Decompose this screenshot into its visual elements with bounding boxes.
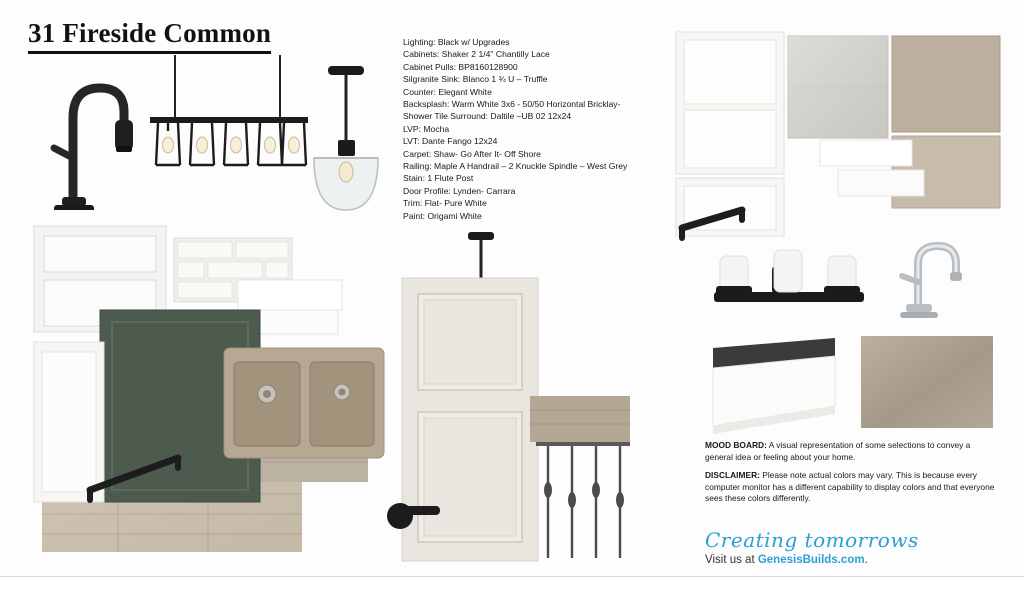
spec-item: Trim: Flat- Pure White [403, 198, 487, 209]
countertop-carpet-group [705, 330, 1000, 430]
spec-item: Lighting: Black w/ Upgrades [403, 37, 510, 47]
pendant-light-image [300, 60, 396, 210]
spec-item: LVP: Mocha [403, 123, 450, 134]
moodboard-note [705, 440, 1000, 463]
wood-tread-image [530, 396, 630, 442]
disclaimer-block [705, 440, 1000, 512]
spec-item: Carpet: Shaw- Go After It- Off Shore [403, 148, 541, 159]
bottom-border [0, 576, 1024, 591]
interior-door-image [402, 278, 538, 561]
period: . [864, 554, 868, 566]
shower-tile-image [788, 36, 888, 138]
railing-image [536, 444, 630, 558]
countertop-image [713, 338, 835, 434]
vanity-light-image [714, 250, 864, 302]
spec-item: Paint: Origami White [403, 210, 482, 221]
carpet-image [861, 336, 993, 428]
spec-item: Shower Tile Surround: Daltile –UB 02 12x24 [403, 111, 572, 122]
spec-item: LVT: Dante Fango 12x24 [403, 136, 498, 147]
vanity-and-faucet-group [700, 230, 1000, 320]
disclaimer-note [705, 470, 1000, 505]
brand-logo [705, 528, 1005, 573]
door-and-railing-group [380, 228, 630, 558]
disclaimer-label: DISCLAIMER: [705, 470, 760, 481]
kitchen-collage [28, 222, 396, 555]
logo-script-text: Creating tomorrows [705, 528, 919, 552]
spec-item: Door Profile: Lynden- Carrara [403, 185, 516, 196]
cabinet-and-tile-group [670, 28, 1000, 258]
sink-image [224, 348, 384, 458]
disclaimer-text: Please note actual colors may vary. This is because every computer monitor has a different capability to display colors and that everyone sees these colors differently. [705, 470, 995, 504]
countertop-swatch [238, 280, 342, 310]
spec-item: Backsplash: Warm White 3x6 - 50/50 Horizontal Bricklay- [403, 99, 621, 110]
paint-swatch [838, 170, 924, 196]
trim-swatch [820, 140, 912, 166]
moodboard-label: MOOD BOARD: [705, 440, 767, 450]
spec-item: Cabinets: Shaker 2 1/4" Chantilly Lace [403, 49, 550, 60]
spec-item: Cabinet Pulls: BP8160128900 [403, 61, 518, 72]
visit-prefix: Visit us at [705, 554, 758, 566]
spec-item: Silgranite Sink: Blanco 1 ¾ U – Truffle [403, 74, 548, 85]
bath-faucet-image [900, 246, 962, 318]
specification-list [403, 36, 628, 222]
spec-item: Railing: Maple A Handrail – 2 Knuckle Spindle – West Grey Stain: 1 Flute Post [403, 161, 628, 184]
page-title: 31 Fireside Common [28, 18, 271, 54]
upper-cabinets-image [676, 32, 784, 236]
moodboard-text: A visual representation of some selections to convey a general idea or feeling about your home. [705, 440, 971, 462]
logo-visit-line [705, 554, 868, 566]
spec-item: Counter: Elegant White [403, 86, 492, 97]
linear-light-image [130, 55, 320, 200]
website-link[interactable]: GenesisBuilds.com [757, 554, 865, 566]
